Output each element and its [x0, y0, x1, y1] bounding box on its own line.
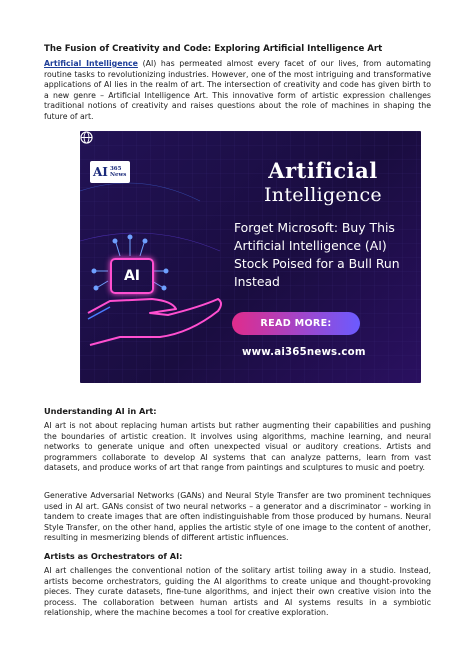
- globe-icon: [80, 131, 93, 144]
- section-heading-understanding: Understanding AI in Art:: [44, 406, 157, 416]
- banner-title-line2: Intelligence: [264, 184, 382, 206]
- intro-paragraph: [44, 59, 431, 123]
- banner-title-line1: Artificial: [268, 158, 378, 183]
- read-more-button[interactable]: READ MORE:: [232, 312, 360, 335]
- section-heading-orchestrators: Artists as Orchestrators of AI:: [44, 551, 183, 561]
- ai-chip-icon: AI: [110, 258, 154, 294]
- banner-title: [228, 159, 418, 207]
- artificial-intelligence-link[interactable]: Artificial Intelligence: [44, 59, 138, 68]
- article-title: The Fusion of Creativity and Code: Exploring Artificial Intelligence Art: [44, 44, 383, 54]
- banner-headline: Forget Microsoft: Buy This Artificial Intelligence (AI) Stock Poised for a Bull Run Instead: [234, 220, 400, 289]
- banner-website-url[interactable]: www.ai365news.com: [242, 347, 366, 358]
- understanding-paragraph-1: AI art is not about replacing human artists but rather augmenting their capabilities and pushing the boundaries of artistic creation. It involves using algorithms, machine learning, and neural networks to generate unique and often unexpected visual or auditory creations. Artists and programmers collaborate to develop AI systems that can analyze patterns, learn from vast datasets, and produce works of art that range from paintings and sculptures to music and poetry.: [44, 421, 431, 473]
- orchestrators-paragraph: AI art challenges the conventional notion of the solitary artist toiling away in a studio. Instead, artists become orchestrators, guiding the AI algorithms to create unique and thought-provoking pieces. They curate datasets, fine-tune algorithms, and inject their own creative vision into the process. The collaboration between human artists and AI systems results in a symbiotic relationship, where the machine becomes a tool for creative exploration.: [44, 566, 431, 618]
- ai365-news-logo: AI 365 News: [90, 161, 130, 183]
- ad-banner-image[interactable]: [80, 131, 421, 383]
- intro-text: (AI) has permeated almost every facet of our lives, from automating routine tasks to revolutionizing industries. However, one of the most intriguing and transformative applications of AI lies in the realm of art. The intersection of creativity and code has given birth to a new genre – Artificial Intelligence Art. This innovative form of artistic expression challenges traditional notions of creativity and raises questions about the role of machines in shaping the future of art.: [44, 59, 431, 121]
- understanding-paragraph-2: Generative Adversarial Networks (GANs) and Neural Style Transfer are two prominent techniques used in AI art. GANs consist of two neural networks – a generator and a discriminator – working in tandem to create images that are often indistinguishable from those produced by humans. Neural Style Transfer, on the other hand, applies the artistic style of one image to the content of another, resulting in mesmerizing blends of different artistic influences.: [44, 491, 431, 543]
